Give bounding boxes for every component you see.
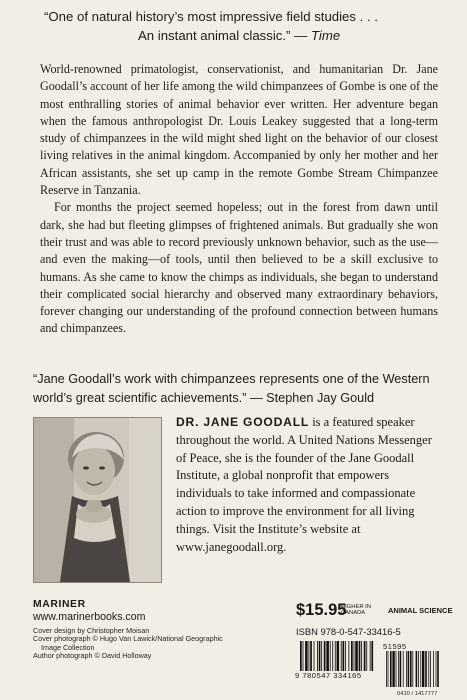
- barcode-bar: [371, 641, 373, 671]
- barcode-bar: [321, 641, 322, 671]
- addon-bar: [390, 651, 392, 687]
- addon-bar: [403, 651, 404, 687]
- barcode-bar: [330, 641, 331, 671]
- barcode-bar: [348, 641, 349, 671]
- barcode-bar: [310, 641, 312, 671]
- addon-bar: [398, 651, 399, 687]
- barcode-bar: [361, 641, 362, 671]
- price: $15.95: [296, 601, 347, 619]
- credit-cover-photo-cont: Image Collection: [41, 642, 95, 652]
- barcode-bar: [332, 641, 333, 671]
- addon-bar: [418, 651, 419, 687]
- barcode-bar: [319, 641, 321, 671]
- barcode-bar: [355, 641, 358, 671]
- barcode-bar: [326, 641, 329, 671]
- cover-credits: [33, 627, 253, 660]
- barcode-bar: [351, 641, 353, 671]
- barcode-bar: [343, 641, 345, 671]
- bisac-category: ANIMAL SCIENCE: [388, 606, 453, 615]
- barcode-bar: [303, 641, 304, 671]
- publisher-logo-text: MARINER: [33, 599, 86, 610]
- publisher-website: www.marinerbooks.com: [33, 611, 146, 623]
- barcode-bar: [364, 641, 366, 671]
- publisher-block: [33, 599, 145, 623]
- credit-author-photo: Author photograph © David Holloway: [33, 650, 152, 660]
- top-quote-line-1: “One of natural history’s most impressive field studies . . .: [44, 9, 378, 24]
- addon-bar: [400, 651, 402, 687]
- barcode-digits: 9 780547 334165: [295, 671, 362, 680]
- addon-bar: [416, 651, 418, 687]
- top-quote-line-2: [50, 26, 430, 45]
- top-quote-text: An instant animal classic.” —: [138, 28, 311, 43]
- credit-cover-design: Cover design by Christopher Moisan: [33, 626, 150, 635]
- description-paragraph-1: World-renowned primatologist, conservationist, and humanitarian Dr. Jane Goodall’s account of her life among the wild chimpanzees of Gombe is one of the most enthralling stories of animal behavior ever written. Her adventure began when the famous anthropologist Dr. Louis Leakey suggested that a long-term study of chimpanzees in the wild might shed light on the behavior of our closest living relatives in the animal kingdom. Accompanied by only her mother and her African assistants, she set up camp in the remote Gombe Stream Chimpanzee Reserve in Tanzania.: [40, 62, 438, 198]
- author-name: DR. JANE GOODALL: [176, 415, 310, 429]
- addon-bar: [396, 651, 397, 687]
- gould-review-quote: [33, 370, 443, 408]
- barcode-bar: [366, 641, 367, 671]
- description-paragraph-2: For months the project seemed hopeless; out in the forest from dawn until dark, she had but fleeting glimpses of frightened animals. But gradually she won their trust and was able to record previously unknown behavior, such as the use—and even the making—of tools, until then believed to be a skill exclusive to humans. As she came to know the chimps as individuals, she began to understand their complicated social hierarchy and observed many extraordinary behaviors, forever changing our understanding of the profound connection between humans and chimpanzees.: [40, 200, 438, 336]
- addon-bar: [422, 651, 424, 687]
- addon-bar: [425, 651, 427, 687]
- addon-bar: [430, 651, 431, 687]
- top-quote-attribution: Time: [310, 28, 341, 43]
- print-code: 0410 / 1417777: [397, 691, 438, 697]
- addon-bar: [437, 651, 439, 687]
- addon-bar: [406, 651, 407, 687]
- author-photo: [33, 417, 162, 583]
- addon-bar: [386, 651, 387, 687]
- top-review-quote: [44, 7, 430, 45]
- barcode-bar: [300, 641, 302, 671]
- author-portrait-illustration: [34, 418, 161, 582]
- barcode-bar: [354, 641, 355, 671]
- barcode-bar: [341, 641, 342, 671]
- book-description: [40, 61, 438, 338]
- author-bio: [176, 414, 444, 556]
- addon-bar: [408, 651, 410, 687]
- barcode-bar: [337, 641, 340, 671]
- addon-bar: [392, 651, 394, 687]
- gould-quote-attribution: Stephen Jay Gould: [266, 391, 375, 405]
- barcode-bar: [314, 641, 315, 671]
- barcode-bar: [335, 641, 336, 671]
- addon-bar: [412, 651, 413, 687]
- isbn-text: ISBN 978-0-547-33416-5: [296, 626, 401, 637]
- addon-bar: [428, 651, 429, 687]
- author-bio-text: is a featured speaker throughout the world. A United Nations Messenger of Peace, she is the founder of the Jane Goodall Institute, a global nonprofit that empowers individuals to take informed and compassionate action to improve the environment for all living things. Visit the Institute’s website at www.janegoodall.org.: [176, 415, 432, 554]
- credit-cover-photo: Cover photograph © Hugo Van Lawick/National Geographic: [33, 634, 223, 644]
- addon-bar: [433, 651, 434, 687]
- gould-quote-text: “Jane Goodall’s work with chimpanzees represents one of the Western world’s great scientific achievements.” —: [33, 372, 430, 405]
- price-addon-digits: 51595: [383, 642, 407, 651]
- barcode-bar: [324, 641, 326, 671]
- barcode-bar: [305, 641, 308, 671]
- price-note: HIGHER IN CANADA: [341, 604, 371, 617]
- barcode-bar: [317, 641, 318, 671]
- barcode-bar: [359, 641, 361, 671]
- addon-bar: [436, 651, 437, 687]
- addon-bar: [410, 651, 412, 687]
- barcode-bars: [294, 641, 444, 688]
- barcode-bar: [370, 641, 371, 671]
- isbn-barcode: [294, 641, 444, 688]
- addon-bar: [420, 651, 421, 687]
- addon-bar: [388, 651, 389, 687]
- barcode-bar: [309, 641, 310, 671]
- barcode-bar: [345, 641, 346, 671]
